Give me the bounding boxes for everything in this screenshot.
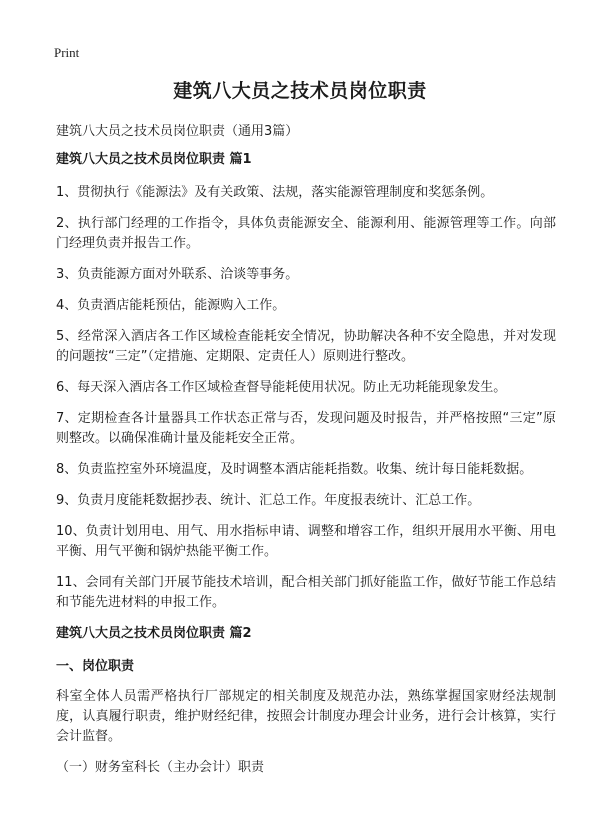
list-item: 5、经常深入酒店各工作区域检查能耗安全情况，协助解决各种不安全隐患，并对发现的问题按“三定”（定措施、定期限、定责任人）原则进行整改。: [56, 329, 556, 364]
list-item: 8、负责监控室外环境温度，及时调整本酒店能耗指数。收集、统计每日能耗数据。: [56, 462, 533, 477]
print-label: Print: [54, 45, 80, 60]
list-item: 4、负责酒店能耗预估，能源购入工作。: [56, 298, 286, 313]
list-item: 9、负责月度能耗数据抄表、统计、汇总工作。年度报表统计、汇总工作。: [56, 493, 481, 508]
list-item: 7、定期检查各计量器具工作状态正常与否，发现问题及时报告，并严格按照“三定”原则整改。以确保准确计量及能耗安全正常。: [56, 411, 556, 446]
list-item: 11、会同有关部门开展节能技术培训，配合相关部门抓好能监工作，做好节能工作总结和节能先进材料的申报工作。: [56, 575, 556, 610]
section-1-heading: 建筑八大员之技术员岗位职责 篇1: [56, 152, 252, 167]
section-2-item: （一）财务室科长（主办会计）职责: [56, 760, 265, 775]
page-title: 建筑八大员之技术员岗位职责: [173, 80, 427, 102]
list-item: 2、执行部门经理的工作指令，具体负责能源安全、能源利用、能源管理等工作。向部门经理负责并报告工作。: [56, 216, 556, 251]
list-item: 10、负责计划用电、用气、用水指标申请、调整和增容工作，组织开展用水平衡、用电平衡、用气平衡和锅炉热能平衡工作。: [56, 524, 556, 559]
document-body: [56, 150, 556, 789]
list-item: 6、每天深入酒店各工作区域检查督导能耗使用状况。防止无功耗能现象发生。: [56, 380, 507, 395]
section-2-paragraph: 科室全体人员需严格执行厂部规定的相关制度及规范办法，熟练掌握国家财经法规制度，认真履行职责，维护财经纪律，按照会计制度办理会计业务，进行会计核算，实行会计监督。: [56, 689, 556, 744]
document-subtitle: 建筑八大员之技术员岗位职责（通用3篇）: [56, 124, 299, 139]
list-item: 1、贯彻执行《能源法》及有关政策、法规，落实能源管理制度和奖惩条例。: [56, 185, 494, 200]
section-2-heading: 建筑八大员之技术员岗位职责 篇2: [56, 626, 252, 641]
list-item: 3、负责能源方面对外联系、洽谈等事务。: [56, 267, 299, 282]
section-2-subheading: 一、岗位职责: [56, 659, 135, 674]
